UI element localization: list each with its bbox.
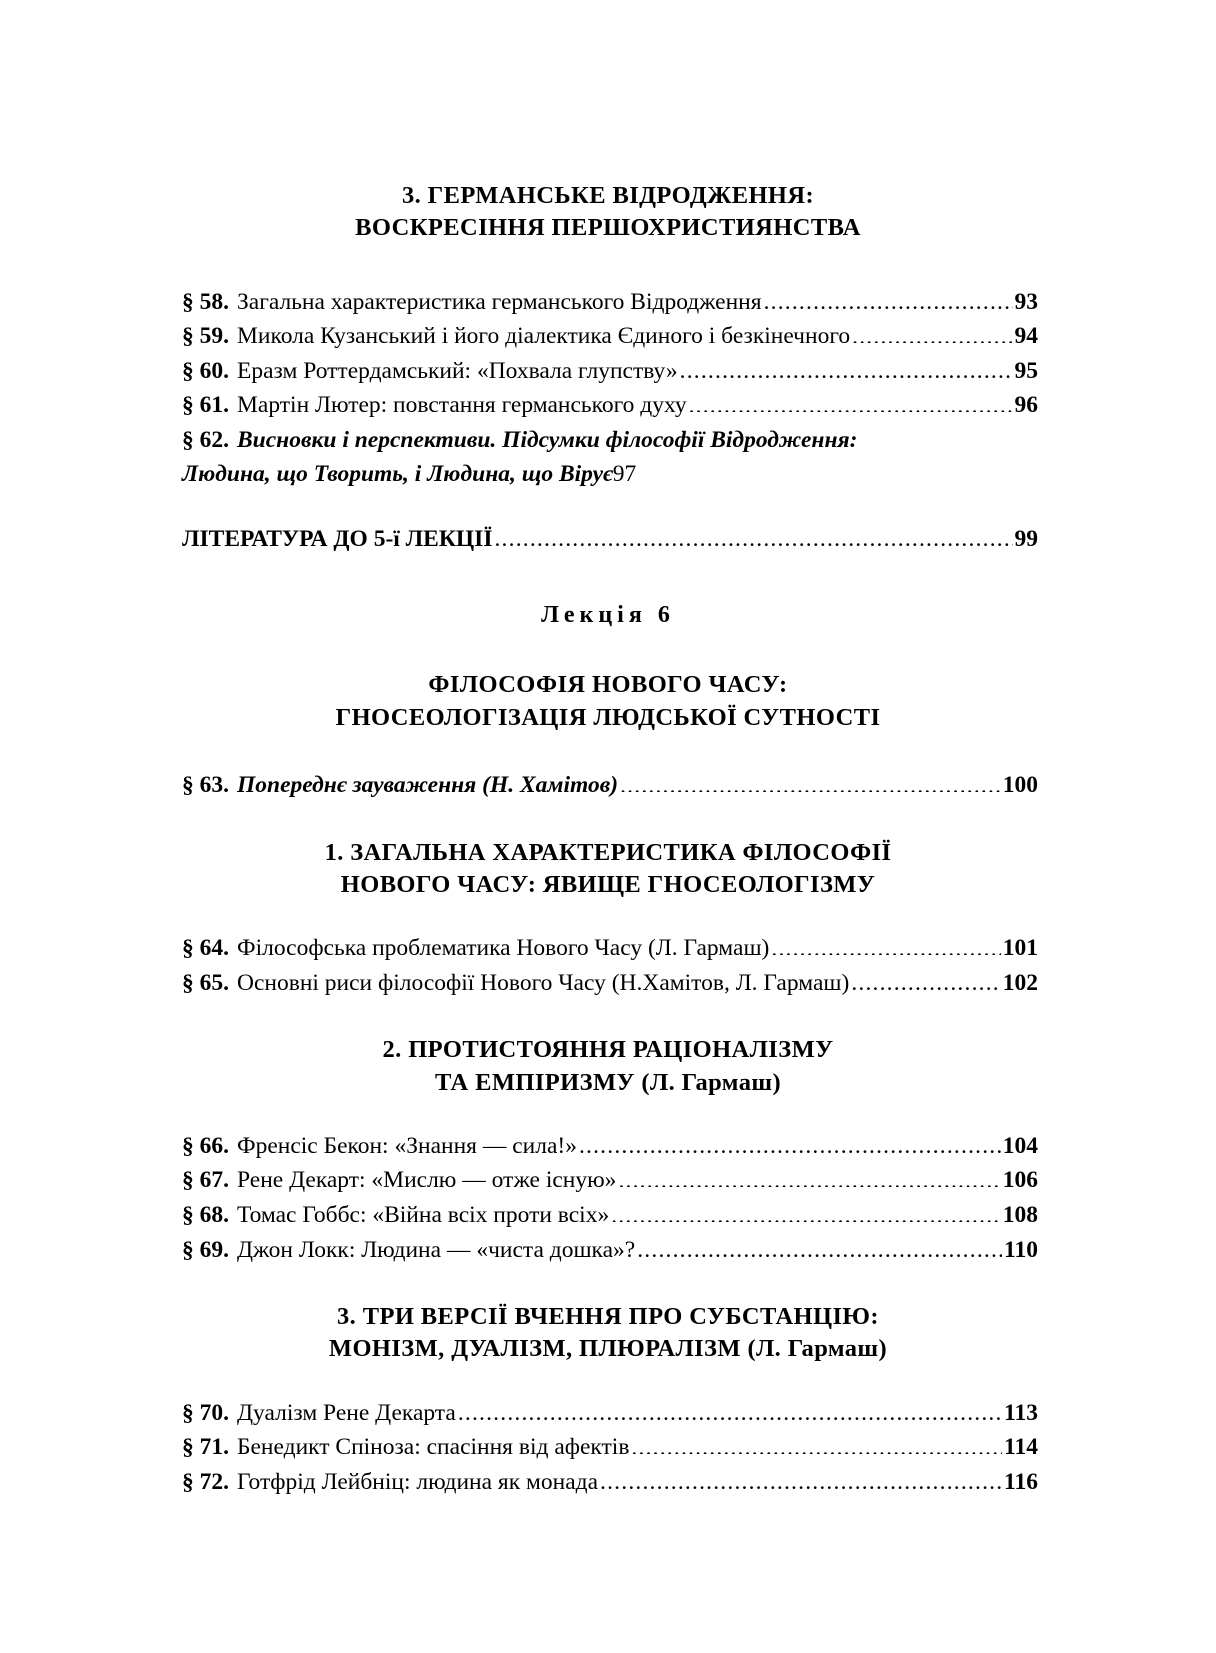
toc-entry-number: § 72.: [182, 1468, 229, 1495]
dot-leader: [611, 1199, 1001, 1223]
subsection-heading-3-line-1: 3. ТРИ ВЕРСІЇ ВЧЕННЯ ПРО СУБСТАНЦІЮ:: [337, 1303, 879, 1331]
toc-entry-69[interactable]: [182, 1233, 1038, 1268]
section-heading-line-2: ВОСКРЕСІННЯ ПЕРШОХРИСТИЯНСТВА: [355, 214, 861, 242]
toc-entry-70[interactable]: [182, 1396, 1038, 1431]
toc-entry-title-line-2: Людина, що Творить, і Людина, що Вірує: [182, 461, 613, 488]
subsection-heading-1: [178, 837, 1038, 902]
toc-entry-page: 100: [1002, 772, 1038, 799]
toc-entry-page: 116: [1004, 1468, 1038, 1495]
toc-entries-subsection-3: [178, 1396, 1038, 1500]
subsection-heading-3-line-2: МОНІЗМ, ДУАЛІЗМ, ПЛЮРАЛІЗМ (Л. Гармаш): [328, 1335, 888, 1363]
toc-entry-title: Микола Кузанський і його діалектика Єдиного і безкінечного: [237, 323, 851, 350]
toc-entry-58[interactable]: [182, 285, 1038, 320]
toc-entry-63[interactable]: [182, 768, 1038, 803]
toc-entry-number: § 61.: [182, 392, 229, 419]
section-heading-german-renaissance: [178, 180, 1038, 245]
subsection-heading-2-line-2: ТА ЕМПІРИЗМУ (Л. Гармаш): [435, 1068, 781, 1096]
literature-title: ЛІТЕРАТУРА ДО 5-ї ЛЕКЦІЇ: [182, 525, 493, 552]
toc-entry-page: 106: [1002, 1167, 1038, 1194]
toc-entry-page: 93: [1014, 288, 1038, 315]
toc-entry-title: Бенедикт Спіноза: спасіння від афектів: [237, 1434, 630, 1461]
dot-leader: [600, 1465, 1002, 1489]
dot-leader: [494, 522, 1012, 546]
toc-entry-number: § 67.: [182, 1167, 229, 1194]
toc-entry-number: § 62.: [182, 426, 229, 453]
dot-leader: [458, 1396, 1002, 1420]
subsection-heading-1-line-2: НОВОГО ЧАСУ: ЯВИЩЕ ГНОСЕОЛОГІЗМУ: [340, 870, 876, 898]
toc-entry-title: Еразм Роттердамський: «Похвала глупству»: [237, 357, 678, 384]
toc-entry-title-line-1: Висновки і перспективи. Підсумки філософії Відродження:: [237, 426, 858, 453]
toc-entry-page: 104: [1002, 1132, 1038, 1159]
toc-entry-number: § 59.: [182, 323, 229, 350]
toc-entry-number: § 69.: [182, 1236, 229, 1263]
toc-entry-62[interactable]: [182, 423, 1038, 492]
toc-entry-title: Попереднє зауваження (Н. Хамітов): [237, 772, 619, 799]
lecture-title-line-2: ГНОСЕОЛОГІЗАЦІЯ ЛЮДСЬКОЇ СУТНОСТІ: [335, 703, 881, 731]
toc-entry-title: Загальна характеристика германського Відродження: [237, 288, 762, 315]
toc-entry-page: 113: [1004, 1399, 1038, 1426]
toc-entry-page: 102: [1002, 969, 1038, 996]
toc-entry-page: 101: [1002, 935, 1038, 962]
toc-entry-title: Мартін Лютер: повстання германського духу: [237, 392, 687, 419]
toc-entry-number: § 64.: [182, 935, 229, 962]
toc-entry-66[interactable]: [182, 1129, 1038, 1164]
toc-entries-subsection-1: [178, 931, 1038, 1000]
toc-entry-page: 96: [1014, 392, 1038, 419]
toc-entry-number: § 71.: [182, 1434, 229, 1461]
dot-leader: [618, 1164, 1000, 1188]
toc-entry-page: 114: [1004, 1434, 1038, 1461]
dot-leader: [851, 966, 1000, 990]
subsection-heading-1-line-1: 1. ЗАГАЛЬНА ХАРАКТЕРИСТИКА ФІЛОСОФІЇ: [324, 838, 892, 866]
toc-entry-title: Основні риси філософії Нового Часу (Н.Хамітов, Л. Гармаш): [237, 969, 850, 996]
toc-entry-71[interactable]: [182, 1430, 1038, 1465]
lecture-title: [178, 669, 1038, 734]
toc-entries-section-3: [178, 285, 1038, 557]
toc-entry-59[interactable]: [182, 319, 1038, 354]
toc-entry-number: § 70.: [182, 1399, 229, 1426]
dot-leader: [689, 389, 1013, 413]
dot-leader: [771, 932, 1000, 956]
toc-entry-68[interactable]: [182, 1198, 1038, 1233]
toc-entry-number: § 60.: [182, 357, 229, 384]
toc-entry-page: 110: [1004, 1236, 1038, 1263]
toc-entry-65[interactable]: [182, 966, 1038, 1001]
toc-entry-67[interactable]: [182, 1163, 1038, 1198]
toc-content: [178, 180, 1038, 1499]
toc-entry-title: Дуалізм Рене Декарта: [237, 1399, 456, 1426]
toc-entries-preliminary: [178, 768, 1038, 803]
toc-entry-title: Рене Декарт: «Мислю — отже існую»: [237, 1167, 617, 1194]
toc-entry-title: Френсіс Бекон: «Знання — сила!»: [237, 1132, 577, 1159]
literature-page: 99: [1014, 525, 1038, 552]
dot-leader: [637, 1233, 1002, 1257]
toc-entry-number: § 63.: [182, 772, 229, 799]
subsection-heading-2-line-1: 2. ПРОТИСТОЯННЯ РАЦІОНАЛІЗМУ: [382, 1036, 834, 1064]
toc-entry-title: Філософська проблематика Нового Часу (Л. Гармаш): [237, 935, 770, 962]
subsection-heading-3: [178, 1301, 1038, 1366]
toc-entry-number: § 66.: [182, 1132, 229, 1159]
toc-entry-number: § 65.: [182, 969, 229, 996]
toc-entry-number: § 68.: [182, 1202, 229, 1228]
toc-entry-72[interactable]: [182, 1465, 1038, 1500]
dot-leader: [680, 354, 1013, 378]
toc-entry-page: 108: [1002, 1202, 1038, 1228]
dot-leader: [620, 769, 1001, 793]
toc-entry-title: Томас Гоббс: «Війна всіх проти всіх»: [237, 1202, 610, 1228]
toc-entry-page: 95: [1014, 357, 1038, 384]
toc-entry-literature[interactable]: [182, 522, 1038, 557]
toc-entries-subsection-2: [178, 1129, 1038, 1267]
toc-entry-64[interactable]: [182, 931, 1038, 966]
dot-leader: [631, 1431, 1002, 1455]
dot-leader: [764, 285, 1013, 309]
dot-leader: [852, 320, 1012, 344]
section-heading-line-1: 3. ГЕРМАНСЬКЕ ВІДРОДЖЕННЯ:: [401, 182, 815, 209]
toc-entry-title: Готфрід Лейбніц: людина як монада: [237, 1468, 599, 1495]
toc-entry-page: 97: [612, 461, 637, 488]
toc-entry-number: § 58.: [182, 288, 229, 315]
toc-entry-60[interactable]: [182, 354, 1038, 389]
subsection-heading-2: [178, 1034, 1038, 1099]
dot-leader: [579, 1129, 1001, 1153]
lecture-title-line-1: ФІЛОСОФІЯ НОВОГО ЧАСУ:: [428, 671, 788, 699]
toc-entry-title: Джон Локк: Людина — «чиста дошка»?: [237, 1236, 636, 1263]
toc-entry-page: 94: [1014, 323, 1038, 350]
toc-entry-61[interactable]: [182, 388, 1038, 423]
lecture-label: Лекція 6: [541, 602, 675, 629]
